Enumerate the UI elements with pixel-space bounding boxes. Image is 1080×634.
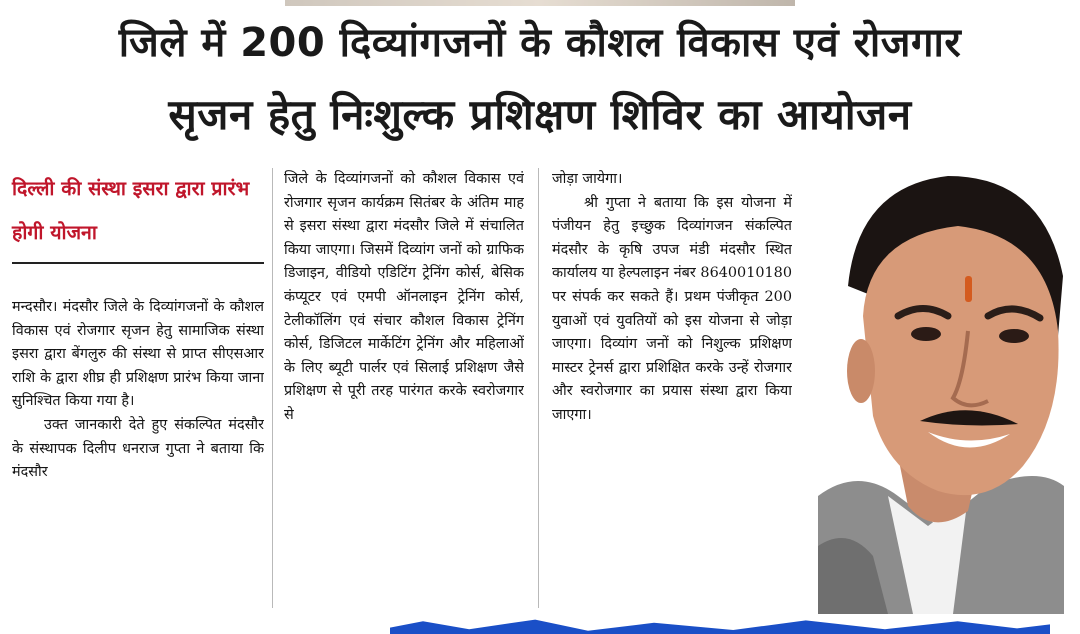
- subheadline: दिल्ली की संस्था इसरा द्वारा प्रारंभ होगी योजना: [12, 177, 250, 244]
- top-photo-strip: [285, 0, 795, 6]
- next-headline-fragment: [390, 618, 1050, 634]
- headline-line-1: जिले में 200 दिव्यांगजनों के कौशल विकास एवं रोजगार: [118, 20, 962, 66]
- paragraph: श्री गुप्ता ने बताया कि इस योजना में पंजीयन हेतु इच्छुक दिव्यांगजन संकल्पित मंदसौर के कृषि उपज मंडी मंदसौर स्थित कार्यालय या हेल्पलाइन नंबर 8640010180 पर संपर्क कर सकते हैं। प्रथम पंजीकृत 200 युवाओं एवं युवतियों को इस योजना से जोड़ा जाएगा। दिव्यांग जनों को निशुल्क प्रशिक्षण मास्टर ट्रेनर्स द्वारा प्रशिक्षित करके उन्हें रोजगार और स्वरोजगार का प्रयास संस्था द्वारा किया जाएगा।: [552, 194, 792, 423]
- column-rule: [538, 168, 539, 608]
- paragraph: जोड़ा जायेगा।: [552, 171, 623, 187]
- paragraph: उक्त जानकारी देते हुए संकल्पित मंदसौर के संस्थापक दिलीप धनराज गुप्ता ने बताया कि मंदसौर: [12, 416, 264, 481]
- headline-line-2: सृजन हेतु निःशुल्क प्रशिक्षण शिविर का आयोजन: [168, 90, 912, 139]
- subhead-divider: [12, 262, 264, 264]
- column-rule: [272, 168, 273, 608]
- article-column-2: [284, 168, 524, 618]
- paragraph: मन्दसौर। मंदसौर जिले के दिव्यांगजनों के कौशल विकास एवं रोजगार सृजन हेतु सामाजिक संस्था इसरा द्वारा बेंगलुरु की संस्था से प्राप्त सीएसआर राशि के द्वारा शीघ्र ही प्रशिक्षण प्रारंभ किया जाना सुनिश्चित किया गया है।: [12, 299, 264, 410]
- article-column-3: [552, 168, 792, 618]
- paragraph: जिले के दिव्यांगजनों को कौशल विकास एवं रोजगार सृजन कार्यक्रम सितंबर के अंतिम माह से इसरा संस्था द्वारा मंदसौर जिले में संचालित किया जाएगा। जिसमें दिव्यांग जनों को ग्राफिक डिजाइन, वीडियो एडिटिंग ट्रेनिंग कोर्स, बेसिक कंप्यूटर एवं एमपी ऑनलाइन ट्रेनिंग कोर्स, टेलीकॉलिंग एवं संचार कौशल विकास ट्रेनिंग कोर्स, डिजिटल मार्केटिंग ट्रेनिंग और महिलाओं के लिए ब्यूटी पार्लर एवं सिलाई प्रशिक्षण जैसे प्रशिक्षण से पूरी तरह पारंगत करके स्वरोजगार से: [284, 171, 524, 423]
- portrait-photo: [818, 166, 1064, 614]
- article-column-1: [12, 296, 264, 616]
